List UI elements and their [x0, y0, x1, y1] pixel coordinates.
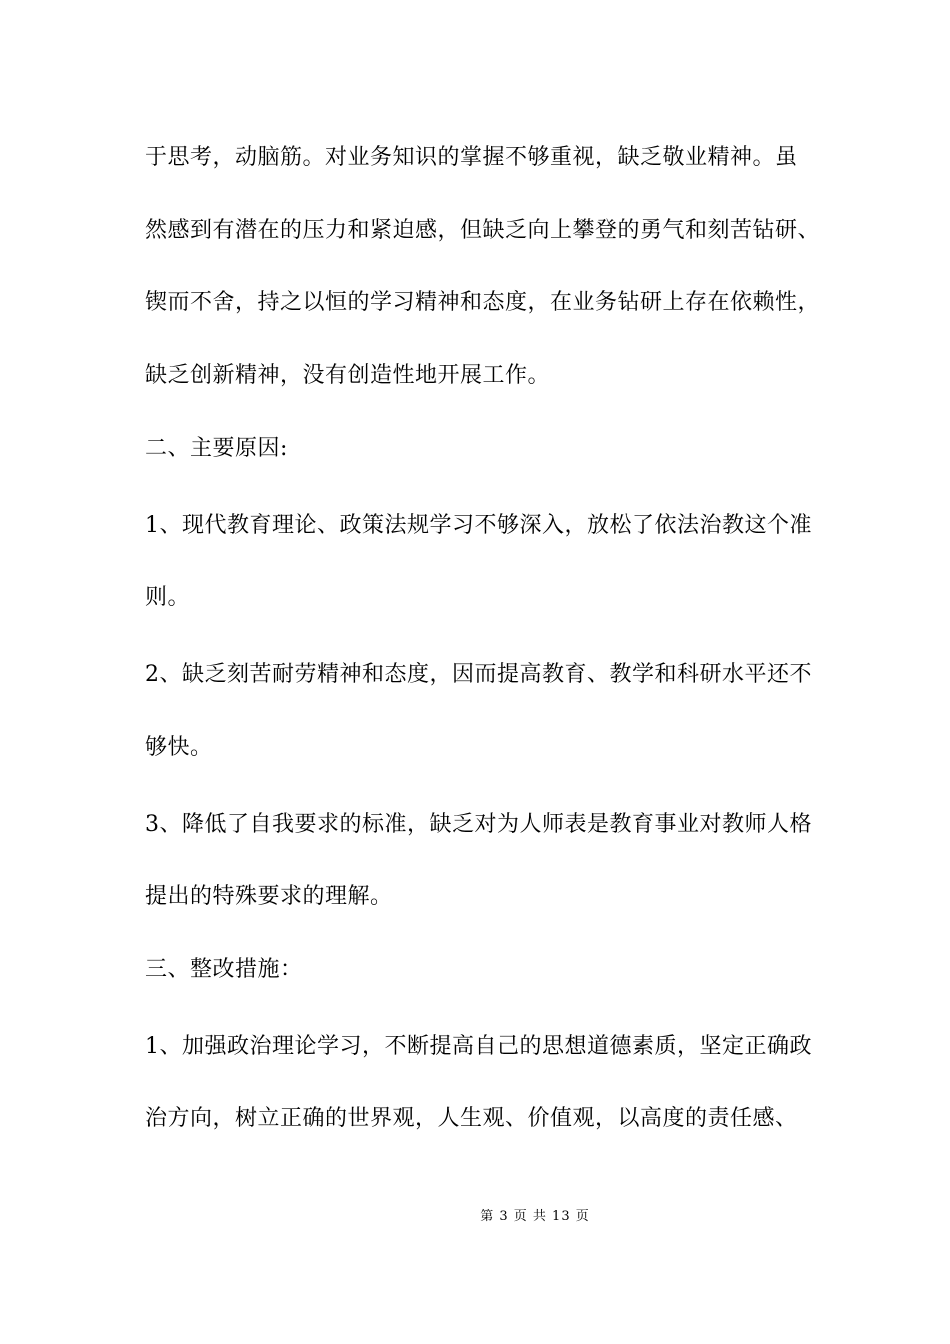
page-number-footer — [0, 1208, 950, 1226]
list-item-line: 3、降低了自我要求的标准，缺乏对为人师表是教育事业对教师人格 — [145, 812, 812, 837]
list-item-line: 提出的特殊要求的理解。 — [145, 884, 393, 909]
list-item-line: 1、现代教育理论、政策法规学习不够深入，放松了依法治教这个准 — [145, 513, 812, 538]
list-item-line: 1、加强政治理论学习，不断提高自己的思想道德素质，坚定正确政 — [145, 1034, 812, 1059]
list-item-line: 够快。 — [145, 735, 213, 760]
paragraph-line: 于思考，动脑筋。对业务知识的掌握不够重视，缺乏敬业精神。虽 — [145, 145, 798, 170]
paragraph-line: 锲而不舍，持之以恒的学习精神和态度，在业务钻研上存在依赖性， — [145, 290, 821, 315]
list-item-line: 2、缺乏刻苦耐劳精神和态度，因而提高教育、教学和科研水平还不 — [145, 662, 812, 687]
list-item-line: 治方向，树立正确的世界观，人生观、价值观，以高度的责任感、 — [145, 1106, 798, 1131]
paragraph-line: 然感到有潜在的压力和紧迫感，但缺乏向上攀登的勇气和刻苦钻研、 — [145, 218, 821, 243]
section-heading: 二、主要原因: — [145, 436, 288, 461]
list-item-line: 则。 — [145, 585, 191, 610]
page-number-text: 第 3 页 共 13 页 — [480, 1209, 590, 1224]
section-heading: 三、整改措施： — [145, 957, 303, 982]
paragraph-line: 缺乏创新精神，没有创造性地开展工作。 — [145, 363, 551, 388]
